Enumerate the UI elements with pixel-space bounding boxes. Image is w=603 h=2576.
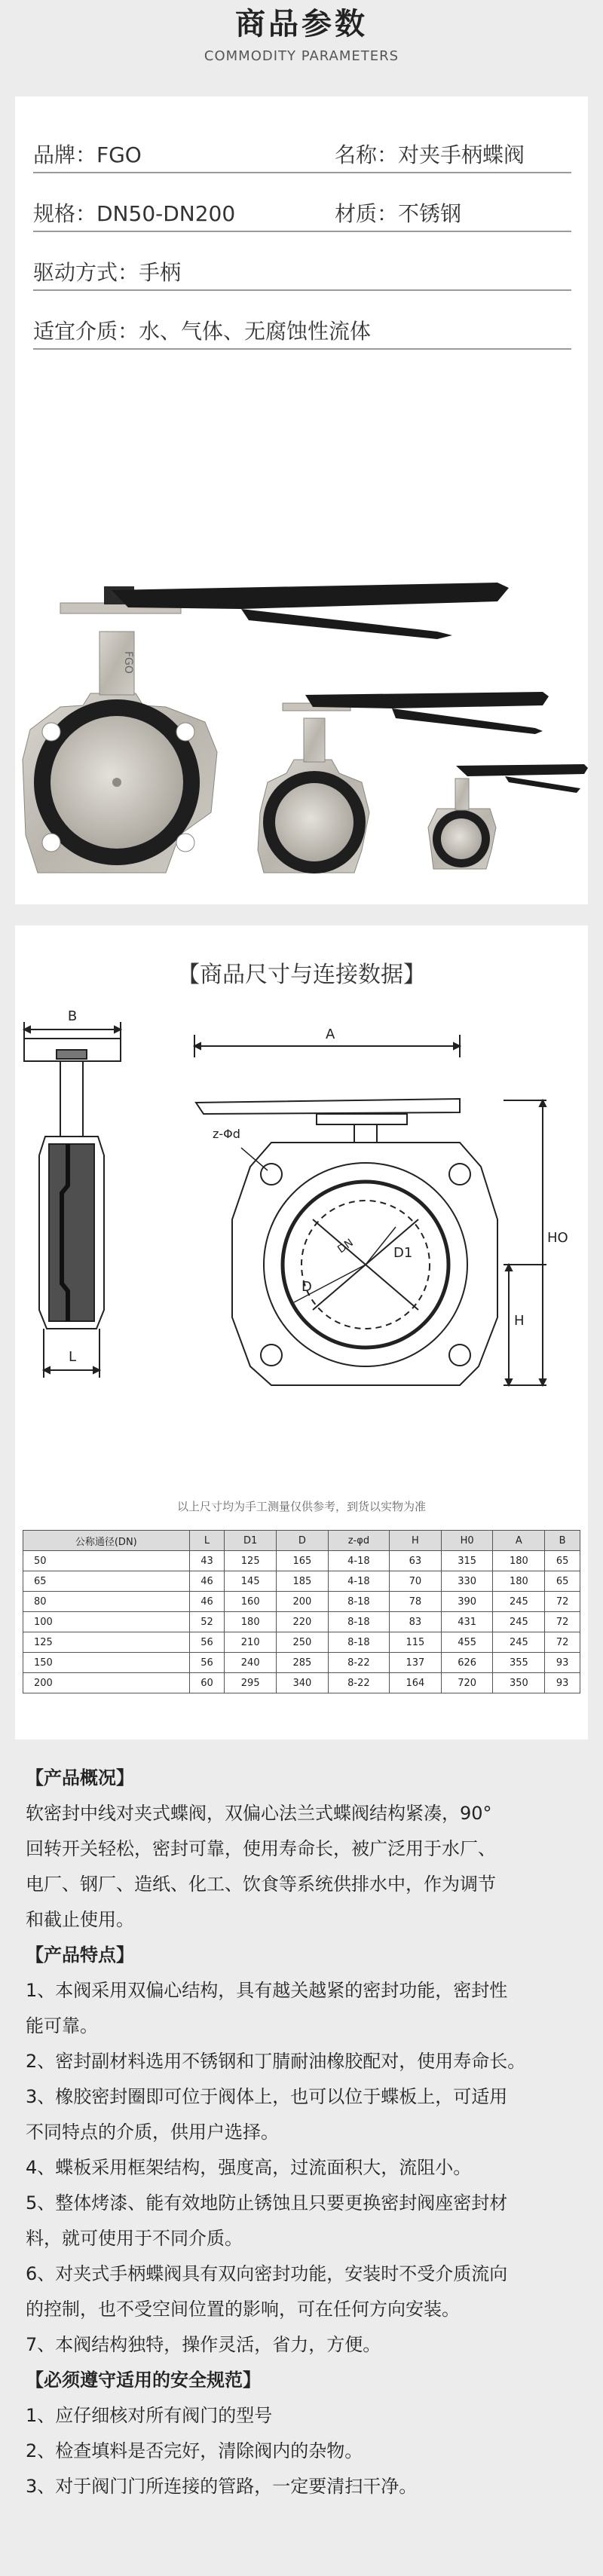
table-cell: 65: [23, 1571, 190, 1592]
safety-title: 【必须遵守适用的安全规范】: [26, 2369, 261, 2391]
table-cell: 626: [441, 1653, 493, 1673]
table-cell: 250: [277, 1632, 329, 1653]
label-L: L: [68, 1349, 77, 1365]
feature-line: 4、蝶板采用框架结构，强度高，过流面积大，流阻小。: [26, 2157, 472, 2178]
table-row: [23, 1673, 580, 1693]
overview-line: 回转开关轻松，密封可靠，使用寿命长，被广泛用于水厂、: [26, 1838, 496, 1859]
table-cell: 720: [441, 1673, 493, 1693]
spec-brand: 品牌：FGO: [33, 142, 142, 167]
table-header-cell: L: [189, 1531, 225, 1551]
spec-drive: 驱动方式：手柄: [33, 260, 182, 285]
table-cell: 200: [277, 1592, 329, 1612]
page-subtitle: COMMODITY PARAMETERS: [204, 48, 399, 64]
spec-material: 材质：不锈钢: [335, 201, 462, 226]
table-cell: 355: [493, 1653, 545, 1673]
table-cell: 245: [493, 1612, 545, 1632]
table-cell: 50: [23, 1551, 190, 1571]
feature-line: 能可靠。: [26, 2015, 98, 2036]
table-cell: 220: [277, 1612, 329, 1632]
overview-line: 软密封中线对夹式蝶阀，双偏心法兰式蝶阀结构紧凑，90°: [26, 1803, 492, 1824]
table-cell: 56: [189, 1653, 225, 1673]
table-cell: 63: [390, 1551, 442, 1571]
spec-media: 适宜介质：水、气体、无腐蚀性流体: [33, 319, 372, 344]
overview-line: 和截止使用。: [26, 1909, 134, 1930]
table-cell: 78: [390, 1592, 442, 1612]
table-cell: 295: [225, 1673, 277, 1693]
table-cell: 180: [493, 1551, 545, 1571]
table-cell: 8-18: [328, 1632, 389, 1653]
table-header-cell: H0: [441, 1531, 493, 1551]
table-header-row: [23, 1531, 580, 1551]
label-H: H: [514, 1313, 525, 1329]
table-cell: 245: [493, 1632, 545, 1653]
table-cell: 164: [390, 1673, 442, 1693]
label-z-phid: z-Φd: [213, 1127, 240, 1141]
table-cell: 46: [189, 1571, 225, 1592]
feature-line: 料，就可使用于不同介质。: [26, 2228, 243, 2249]
table-cell: 180: [225, 1612, 277, 1632]
safety-line: 1、应仔细核对所有阀门的型号: [26, 2405, 273, 2426]
page-title: 商品参数: [235, 7, 368, 41]
table-cell: 137: [390, 1653, 442, 1673]
table-header-cell: H: [390, 1531, 442, 1551]
table-cell: 180: [493, 1571, 545, 1592]
table-cell: 340: [277, 1673, 329, 1693]
dimension-table: [23, 1530, 580, 1693]
product-description: [26, 1761, 583, 2504]
table-cell: 200: [23, 1673, 190, 1693]
table-row: [23, 1571, 580, 1592]
spec-size: 规格：DN50-DN200: [33, 201, 236, 226]
table-cell: 8-22: [328, 1673, 389, 1693]
feature-line: 3、橡胶密封圈即可位于阀体上，也可以位于蝶板上，可适用: [26, 2086, 508, 2107]
valve-medium: [258, 692, 549, 873]
table-header-cell: D1: [225, 1531, 277, 1551]
table-cell: 100: [23, 1612, 190, 1632]
table-cell: 145: [225, 1571, 277, 1592]
feature-line: 7、本阀结构独特，操作灵活，省力，方便。: [26, 2334, 381, 2355]
table-cell: 93: [545, 1673, 580, 1693]
table-cell: 8-18: [328, 1612, 389, 1632]
table-header-cell: 公称通径(DN): [23, 1531, 190, 1551]
label-HO: HO: [547, 1230, 568, 1246]
table-cell: 93: [545, 1653, 580, 1673]
feature-line: 2、密封副材料选用不锈钢和丁腈耐油橡胶配对，使用寿命长。: [26, 2051, 526, 2072]
table-cell: 165: [277, 1551, 329, 1571]
table-cell: 72: [545, 1612, 580, 1632]
table-cell: 160: [225, 1592, 277, 1612]
table-cell: 150: [23, 1653, 190, 1673]
table-cell: 4-18: [328, 1571, 389, 1592]
spec-row-size: [33, 185, 571, 232]
feature-line: 6、对夹式手柄蝶阀具有双向密封功能，安装时不受介质流向: [26, 2263, 508, 2284]
spec-row-drive: [33, 244, 571, 291]
table-cell: 4-18: [328, 1551, 389, 1571]
parameters-card: [15, 96, 588, 904]
label-DN: DN: [335, 1236, 356, 1256]
table-row: [23, 1632, 580, 1653]
table-row: [23, 1653, 580, 1673]
body-label: FGO: [122, 651, 134, 674]
table-cell: 245: [493, 1592, 545, 1612]
table-row: [23, 1592, 580, 1612]
table-cell: 43: [189, 1551, 225, 1571]
feature-line: 5、整体烤漆、能有效地防止锈蚀且只要更换密封阀座密封材: [26, 2192, 508, 2213]
spec-row-brand: [33, 127, 571, 173]
front-view: [194, 1035, 546, 1385]
table-header-cell: z-φd: [328, 1531, 389, 1551]
table-cell: 8-18: [328, 1592, 389, 1612]
feature-line: 1、本阀采用双偏心结构，具有越关越紧的密封功能，密封性: [26, 1980, 508, 2001]
table-cell: 125: [225, 1551, 277, 1571]
table-cell: 350: [493, 1673, 545, 1693]
table-cell: 315: [441, 1551, 493, 1571]
table-cell: 83: [390, 1612, 442, 1632]
spec-name: 名称：对夹手柄蝶阀: [335, 142, 525, 167]
table-header-cell: A: [493, 1531, 545, 1551]
table-cell: 330: [441, 1571, 493, 1592]
table-cell: 60: [189, 1673, 225, 1693]
table-cell: 72: [545, 1592, 580, 1612]
side-view: [24, 1022, 121, 1378]
feature-line: 的控制，也不受空间位置的影响，可在任何方向安装。: [26, 2299, 460, 2320]
table-header-cell: B: [545, 1531, 580, 1551]
table-cell: 72: [545, 1632, 580, 1653]
table-cell: 115: [390, 1632, 442, 1653]
table-cell: 210: [225, 1632, 277, 1653]
table-cell: 240: [225, 1653, 277, 1673]
table-cell: 70: [390, 1571, 442, 1592]
table-cell: 431: [441, 1612, 493, 1632]
measurement-note: 以上尺寸均为手工测量仅供参考，到货以实物为准: [176, 1500, 426, 1513]
label-A: A: [326, 1026, 335, 1042]
label-D1: D1: [393, 1245, 413, 1261]
features-title: 【产品特点】: [26, 1944, 134, 1966]
table-cell: 8-22: [328, 1653, 389, 1673]
dimension-drawing: [15, 993, 588, 1491]
table-cell: 125: [23, 1632, 190, 1653]
safety-line: 2、检查填料是否完好，清除阀内的杂物。: [26, 2440, 363, 2461]
label-D: D: [302, 1279, 312, 1295]
spec-row-media: [33, 303, 571, 350]
dimensions-title: 【商品尺寸与连接数据】: [177, 962, 426, 988]
dimensions-card: [15, 925, 588, 1739]
table-cell: 46: [189, 1592, 225, 1612]
table-cell: 56: [189, 1632, 225, 1653]
header: [0, 0, 603, 83]
overview-title: 【产品概况】: [26, 1767, 134, 1788]
overview-line: 电厂、钢厂、造纸、化工、饮食等系统供排水中，作为调节: [26, 1874, 496, 1895]
label-B: B: [67, 1008, 78, 1024]
table-cell: 80: [23, 1592, 190, 1612]
table-cell: 52: [189, 1612, 225, 1632]
table-cell: 455: [441, 1632, 493, 1653]
table-row: [23, 1612, 580, 1632]
safety-line: 3、对于阀门门所连接的管路，一定要清扫干净。: [26, 2476, 418, 2497]
table-cell: 65: [545, 1551, 580, 1571]
valve-small: [428, 764, 588, 869]
table-cell: 185: [277, 1571, 329, 1592]
table-row: [23, 1551, 580, 1571]
feature-line: 不同特点的介质，供用户选择。: [26, 2122, 279, 2143]
table-header-cell: D: [277, 1531, 329, 1551]
table-cell: 390: [441, 1592, 493, 1612]
product-photo: [15, 405, 588, 895]
table-cell: 285: [277, 1653, 329, 1673]
table-cell: 65: [545, 1571, 580, 1592]
